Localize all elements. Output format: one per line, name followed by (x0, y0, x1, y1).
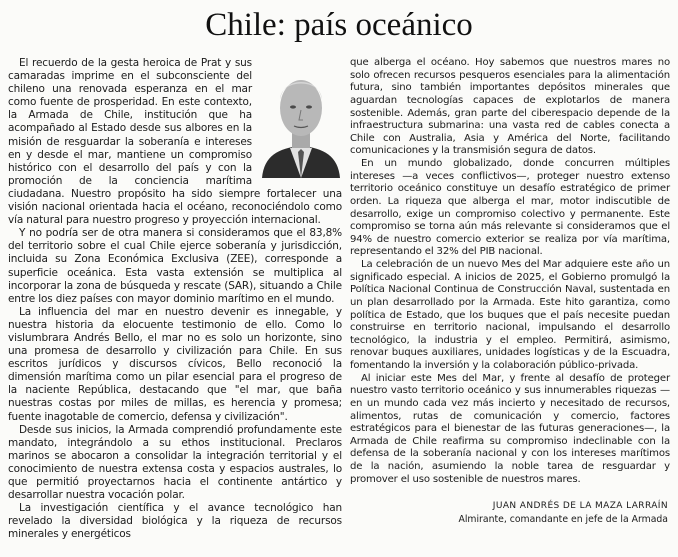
article-column-left (8, 57, 342, 541)
article-paragraph: Desde sus inicios, la Armada comprendió profundamente este mandato, integrándolo a su ethos institucional. Preclaros marinos se abocaron a consolidar la integración territorial y el conocimiento de nuestra extensa costa y espacios australes, lo que permitió proyectarnos hacia el continente antártico y desarrollar nuestra vocación polar. (8, 423, 342, 502)
article-paragraph: En un mundo globalizado, donde concurren múltiples intereses —a veces conflictivos—, proteger nuestro extenso territorio oceánico constituye un desafío estratégico de primer orden. La riqueza que alberga el mar, motor indiscutible de desarrollo, exige un compromiso colectivo y permanente. Este compromiso se torna aún más relevante si consideramos que el 94% de nuestro comercio exterior se realiza por vía marítima, representando el 32% del PIB nacional. (350, 158, 670, 258)
article-paragraph: La influencia del mar en nuestro devenir es innegable, y nuestra historia da elocuente testimonio de ello. Como lo vislumbrara Andrés Bello, el mar no es solo un horizonte, sino una promesa de desarrollo y civilización para Chile. En sus escritos jurídicos y discursos cívicos, Bello reconoció la dimensión marítima como un pilar esencial para el progreso de la naciente República, destacando que "el mar, que baña nuestras costas por miles de millas, es herencia y promesa; fuente inagotable de comercio, defensa y civilización". (8, 305, 342, 423)
article-title: Chile: país oceánico (205, 7, 473, 43)
author-role: Almirante, comandante en jefe de la Armada (458, 514, 668, 525)
article-paragraph: Y no podría ser de otra manera si consideramos que el 83,8% del territorio sobre el cual Chile ejerce soberanía y jurisdicción, incluida su Zona Económica Exclusiva (ZEE), corresponde a superficie oceánica. Esta vasta extensión se multiplica al incorporar la zona de búsqueda y rescate (SAR), situando a Chile entre los diez países con mayor dominio marítimo en el mundo. (8, 227, 342, 305)
article-column-right (350, 57, 670, 486)
article-paragraph: Al iniciar este Mes del Mar, y frente al desafío de proteger nuestro vasto territorio oceánico y sus innumerables riquezas —en un mundo cada vez más incierto y necesitado de recursos, alimentos, rutas de comunicación y comercio, factores estratégicos para el bienestar de las futuras generaciones—, la Armada de Chile reafirma su compromiso indeclinable con la defensa de la soberanía nacional y con los intereses marítimos de la nación, asumiendo la noble tarea de resguardar y promover el uso sostenible de nuestros mares. (350, 372, 670, 485)
author-portrait (260, 60, 342, 178)
author-name: JUAN ANDRÉS DE LA MAZA LARRAÍN (492, 501, 668, 511)
author-signature (348, 500, 668, 527)
article-paragraph: que alberga el océano. Hoy sabemos que nuestros mares no solo ofrecen recursos pesqueros esenciales para la alimentación futura, sino también importantes depósitos minerales que aguardan tecnologías capaces de explotarlos de manera sostenible. Además, gran parte del ciberespacio depende de la infraestructura submarina: una vasta red de cables conecta a Chile con Australia, Asia y América del Norte, facilitando comunicaciones y la transmisión segura de datos. (350, 57, 670, 157)
paragraph-text: El recuerdo de la gesta heroica de Prat y sus camaradas imprime en el subconsciente del chileno una renovada esperanza en el mar como fuente de prosperidad. En este contexto, la Armada de Chile, institución que ha acompañado al Estado desde sus albores en la misión de resguardar la soberanía e intereses en y desde el mar, mantiene un compromiso histórico con el desarrollo del país y con la promoción de la conciencia marítima ciudadana. Nuestro propósito ha sido siempre fortalecer una visión nacional orientada hacia el océano, reconociéndolo como vía natural para nuestro progreso y proyección internacional. (8, 57, 342, 227)
article-paragraph: La investigación científica y el avance tecnológico han revelado la diversidad biológica y la riqueza de recursos minerales y energéticos (8, 502, 342, 541)
article-paragraph: La celebración de un nuevo Mes del Mar adquiere este año un significado especial. A inicios de 2025, el Gobierno promulgó la Política Nacional Continua de Construcción Naval, sustentada en un plan desarrollado por la Armada. Este hito garantiza, como política de Estado, que los buques que el país necesite puedan construirse en territorio nacional, impulsando el desarrollo tecnológico, la industria y el empleo. Permitirá, asimismo, renovar buques auxiliares, unidades logísticas y de la Escuadra, fomentando la inversión y la colaboración público-privada. (350, 259, 670, 371)
article-paragraph (8, 57, 342, 227)
